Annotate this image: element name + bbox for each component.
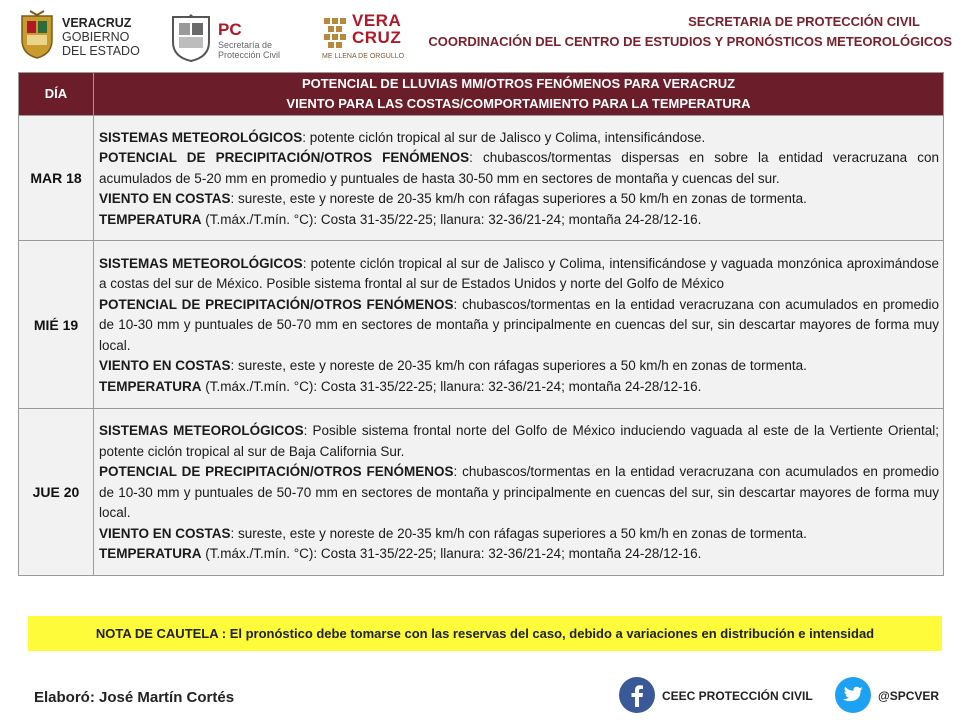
day-cell: MAR 18 [19, 116, 94, 241]
precip-label: POTENCIAL DE PRECIPITACIÓN/OTROS FENÓMENOS [99, 150, 470, 166]
temp-label: TEMPERATURA [99, 211, 202, 227]
pc-logo-title: PC [218, 20, 242, 39]
viento-label: VIENTO EN COSTAS [99, 358, 231, 374]
temp-text: (T.máx./T.mín. °C): Costa 31-35/22-25; llanura: 32-36/21-24; montaña 24-28/12-16. [201, 211, 702, 227]
author-credit: Elaboró: José Martín Cortés [34, 689, 235, 706]
pc-shield-icon [170, 12, 212, 62]
temp-label: TEMPERATURA [99, 546, 202, 562]
viento-text: : sureste, este y noreste de 20-35 km/h con ráfagas superiores a 50 km/h en zonas de tormenta. [230, 525, 807, 541]
pc-logo-sub1: Secretaría de [218, 40, 273, 50]
ver-logo-tagline: ME LLENA DE ORGULLO [322, 53, 405, 60]
twitter-icon[interactable] [834, 676, 872, 714]
veracruz-orgullo-logo [322, 10, 412, 66]
sistemas-label: SISTEMAS METEOROLÓGICOS [99, 129, 303, 145]
precip-text: : chubascos/tormentas en la entidad veracruzana con acumulados en promedio de 10-30 mm y puntuales de 50-70 mm en sectores de montaña y principalmente en cuencas del sur, sin descartar mayores de forma muy local. [99, 296, 939, 353]
ver-logo-word [352, 12, 401, 46]
header-day: DÍA [19, 73, 94, 116]
ver-logo-line1: VERA [352, 11, 402, 30]
page-header [0, 0, 960, 70]
sistemas-text: : potente ciclón tropical al sur de Jalisco y Colima, intensificándose. [302, 129, 706, 145]
veracruz-gobierno-logo [14, 8, 164, 64]
header-description [94, 73, 944, 116]
forecast-cell [94, 409, 944, 576]
facebook-link[interactable]: CEEC PROTECCIÓN CIVIL [662, 689, 813, 703]
ver-logo-line2: CRUZ [352, 28, 402, 47]
pc-logo-subtitle [218, 40, 298, 60]
gov-logo-line1: VERACRUZ [62, 16, 132, 30]
precip-label: POTENCIAL DE PRECIPITACIÓN/OTROS FENÓMENOS [99, 464, 454, 480]
precip-text: : chubascos/tormentas en la entidad veracruzana con acumulados en promedio de 10-30 mm y puntuales de 50-70 mm en sectores de montaña y principalmente en cuencas del sur, sin descartar mayores de forma muy local. [99, 464, 939, 521]
table-header-row [19, 73, 944, 116]
viento-label: VIENTO EN COSTAS [99, 191, 231, 207]
forecast-cell [94, 116, 944, 241]
table-row [19, 241, 944, 409]
sistemas-text: : Posible sistema frontal norte del Golfo de México induciendo vaguada al este de la Vertiente Oriental; potente ciclón tropical al sur de Baja California Sur. [99, 423, 939, 459]
viento-text: : sureste, este y noreste de 20-35 km/h con ráfagas superiores a 50 km/h en zonas de tormenta. [230, 191, 807, 207]
sistemas-label: SISTEMAS METEOROLÓGICOS [99, 255, 303, 271]
forecast-table [18, 72, 944, 576]
forecast-cell [94, 241, 944, 409]
header-desc-line2: VIENTO PARA LAS COSTAS/COMPORTAMIENTO PARA LA TEMPERATURA [286, 96, 751, 111]
gov-logo-line3: DEL ESTADO [62, 44, 140, 58]
twitter-link[interactable]: @SPCVER [878, 689, 940, 703]
day-cell: JUE 20 [19, 409, 94, 576]
veracruz-shield-icon [18, 10, 56, 60]
temp-label: TEMPERATURA [99, 378, 202, 394]
page-title-line2: COORDINACIÓN DEL CENTRO DE ESTUDIOS Y PRONÓSTICOS METEOROLÓGICOS [428, 34, 952, 49]
caution-note: NOTA DE CAUTELA : El pronóstico debe tomarse con las reservas del caso, debido a variaciones en distribución e intensidad [28, 616, 942, 651]
table-row [19, 116, 944, 241]
gov-logo-text [62, 16, 140, 58]
knot-pattern-icon [322, 16, 348, 52]
gov-logo-line2: GOBIERNO [62, 30, 130, 44]
viento-label: VIENTO EN COSTAS [99, 525, 231, 541]
proteccion-civil-logo [170, 8, 290, 64]
table-row [19, 409, 944, 576]
precip-label: POTENCIAL DE PRECIPITACIÓN/OTROS FENÓMENOS [99, 296, 454, 312]
day-cell: MIÉ 19 [19, 241, 94, 409]
viento-text: : sureste, este y noreste de 20-35 km/h con ráfagas superiores a 50 km/h en zonas de tormenta. [230, 358, 807, 374]
header-desc-line1: POTENCIAL DE LLUVIAS MM/OTROS FENÓMENOS PARA VERACRUZ [301, 76, 736, 91]
sistemas-label: SISTEMAS METEOROLÓGICOS [99, 423, 304, 439]
facebook-icon[interactable] [618, 676, 656, 714]
page-title-line1: SECRETARIA DE PROTECCIÓN CIVIL [688, 14, 920, 29]
temp-text: (T.máx./T.mín. °C): Costa 31-35/22-25; llanura: 32-36/21-24; montaña 24-28/12-16. [201, 546, 702, 562]
sistemas-text: : potente ciclón tropical al sur de Jalisco y Colima, intensificándose y vaguada monzónica aproximándose a costas del sur de México. Posible sistema frontal al sur de Estados Unidos y norte del Golfo de México [99, 255, 940, 292]
temp-text: (T.máx./T.mín. °C): Costa 31-35/22-25; llanura: 32-36/21-24; montaña 24-28/12-16. [201, 378, 702, 394]
precip-text: : chubascos/tormentas dispersas en sobre la entidad veracruzana con acumulados de 5-20 mm en promedio y puntuales de hasta 30-50 mm en sectores de montaña y cuencas del sur. [99, 150, 939, 186]
pc-logo-sub2: Protección Civil [218, 50, 281, 60]
